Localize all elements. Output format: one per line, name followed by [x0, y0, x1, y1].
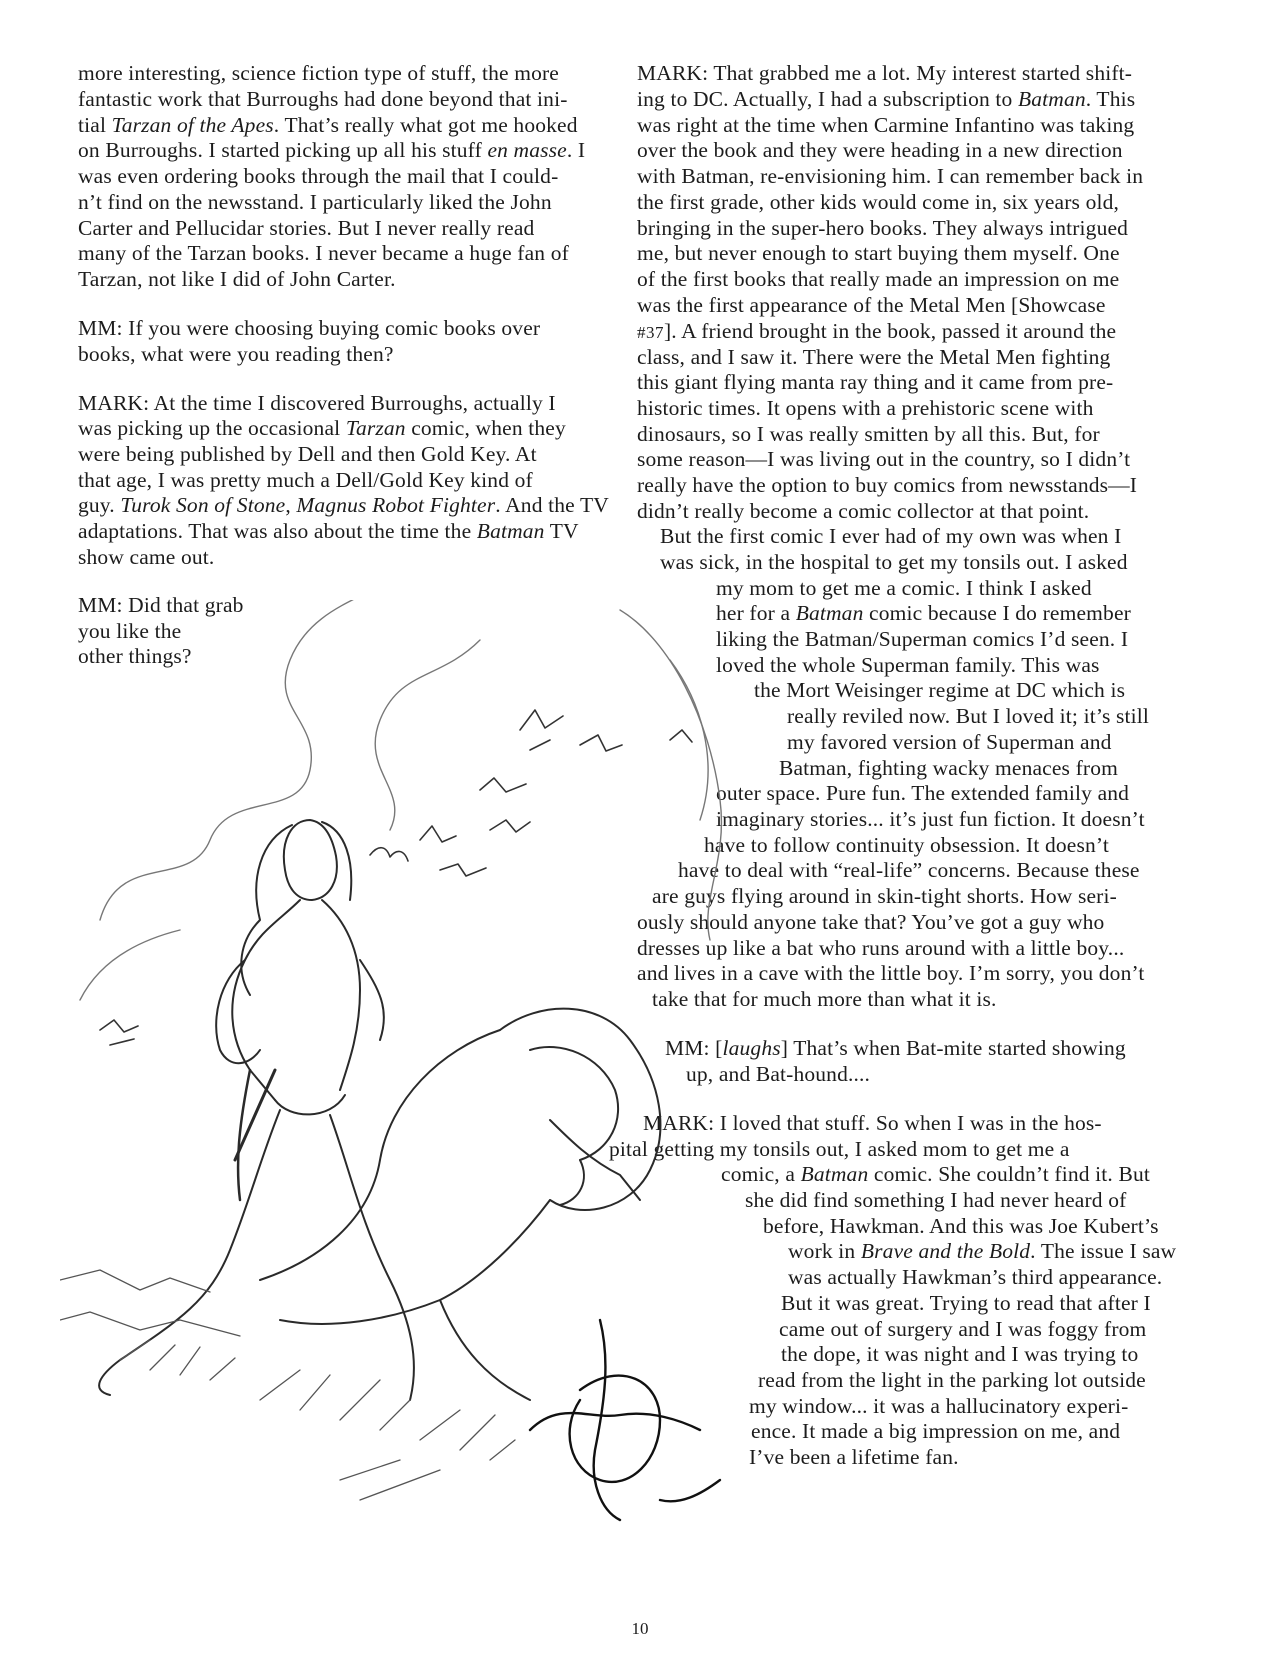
lion: [260, 1009, 660, 1400]
italic-title-text: Brave and the Bold: [860, 1239, 1031, 1263]
right-text-line: [788, 1238, 1176, 1264]
body-text: tial: [78, 113, 112, 137]
artist-signature: [530, 1320, 720, 1520]
right-text-line: [745, 1187, 1126, 1213]
body-text: my mom to get me a comic. I think I asked: [716, 576, 1092, 600]
left-text-line: [78, 137, 585, 163]
body-text: ,: [285, 493, 297, 517]
body-text: more interesting, science fiction type of stuff, the more: [78, 61, 560, 85]
smoke-swirls: [80, 600, 721, 1000]
italic-title-text: en masse: [487, 138, 567, 162]
left-text-line: [78, 518, 579, 544]
body-text: But it was great. Trying to read that after I: [781, 1291, 1151, 1315]
left-text-line: [78, 112, 578, 138]
right-text-line: [637, 112, 1134, 138]
left-text-line: [78, 163, 558, 189]
right-text-line: [779, 755, 1118, 781]
body-text: have to deal with “real-life” concerns. Because these: [678, 858, 1140, 882]
right-text-line: [637, 446, 1130, 472]
body-text: MARK: At the time I discovered Burroughs, actually I: [78, 391, 556, 415]
body-text: my window... it was a hallucinatory experi-: [749, 1394, 1129, 1418]
body-text: ing to DC. Actually, I had a subscription to: [637, 87, 1018, 111]
right-text-line: [754, 677, 1125, 703]
right-text-line: [637, 472, 1137, 498]
right-text-line: [660, 523, 1121, 549]
body-text: I’ve been a lifetime fan.: [749, 1445, 959, 1469]
italic-title-text: Batman: [476, 519, 545, 543]
body-text: some reason—I was living out in the country, so I didn’t: [637, 447, 1131, 471]
left-text-line: [78, 467, 533, 493]
body-text: the Mort Weisinger regime at DC which is: [754, 678, 1126, 702]
body-text: . That’s really what got me hooked: [273, 113, 578, 137]
left-text-line: [78, 441, 537, 467]
body-text: was right at the time when Carmine Infantino was taking: [637, 113, 1135, 137]
body-text: comic, a: [721, 1162, 801, 1186]
body-text: was picking up the occasional: [78, 416, 346, 440]
body-text: #37: [637, 323, 664, 342]
right-text-line: [637, 86, 1135, 112]
left-text-line: [78, 189, 552, 215]
italic-title-text: Batman: [795, 601, 864, 625]
body-text: imaginary stories... it’s just fun fiction. It doesn’t: [716, 807, 1145, 831]
body-text: me, but never enough to start buying them myself. One: [637, 241, 1120, 265]
italic-title-text: Batman: [800, 1162, 869, 1186]
body-text: adaptations. That was also about the time the: [78, 519, 477, 543]
right-text-line: [637, 215, 1128, 241]
body-text: was actually Hawkman’s third appearance.: [788, 1265, 1163, 1289]
body-text: was even ordering books through the mail that I could-: [78, 164, 559, 188]
tarzan-lion-illustration: [60, 600, 780, 1610]
body-text: ously should anyone take that? You’ve got a guy who: [637, 910, 1105, 934]
body-text: take that for much more than what it is.: [652, 987, 997, 1011]
body-text: came out of surgery and I was foggy from: [779, 1317, 1147, 1341]
italic-title-text: Tarzan: [345, 416, 406, 440]
left-text-line: [78, 492, 609, 518]
right-text-line: [637, 137, 1123, 163]
right-text-line: [660, 549, 1128, 575]
body-text: really have the option to buy comics from newsstands—I: [637, 473, 1138, 497]
body-text: on Burroughs. I started picking up all his stuff: [78, 138, 488, 162]
grass-ground: [60, 1270, 515, 1500]
body-text: But the first comic I ever had of my own was when I: [660, 524, 1122, 548]
body-text: outer space. Pure fun. The extended family and: [716, 781, 1130, 805]
right-text-line: [721, 1161, 1150, 1187]
body-text: with Batman, re-envisioning him. I can remember back in: [637, 164, 1144, 188]
left-text-line: [78, 341, 394, 367]
right-text-line: [749, 1393, 1128, 1419]
body-text: other things?: [78, 644, 192, 668]
body-text: comic. She couldn’t find it. But: [868, 1162, 1150, 1186]
body-text: . The issue I saw: [1030, 1239, 1177, 1263]
left-text-line: [78, 544, 214, 570]
body-text: loved the whole Superman family. This was: [716, 653, 1100, 677]
body-text: ence. It made a big impression on me, and: [751, 1419, 1121, 1443]
body-text: work in: [788, 1239, 861, 1263]
body-text: she did find something I had never heard of: [745, 1188, 1127, 1212]
body-text: class, and I saw it. There were the Metal Men fighting: [637, 345, 1111, 369]
right-text-line: [788, 1264, 1162, 1290]
italic-title-text: laughs: [722, 1036, 781, 1060]
left-text-line: [78, 266, 396, 292]
body-text: ]. A friend brought in the book, passed it around the: [664, 319, 1117, 343]
body-text: MARK: I loved that stuff. So when I was in the hos-: [643, 1111, 1102, 1135]
body-text: the dope, it was night and I was trying to: [781, 1342, 1139, 1366]
body-text: pital getting my tonsils out, I asked mom to get me a: [609, 1137, 1070, 1161]
body-text: read from the light in the parking lot outside: [758, 1368, 1146, 1392]
body-text: are guys flying around in skin-tight shorts. How seri-: [652, 884, 1117, 908]
body-text: show came out.: [78, 545, 215, 569]
right-text-line: [637, 369, 1113, 395]
body-text: you like the: [78, 619, 182, 643]
body-text: many of the Tarzan books. I never became a huge fan of: [78, 241, 569, 265]
right-text-line: [637, 344, 1110, 370]
body-text: fantastic work that Burroughs had done beyond that ini-: [78, 87, 568, 111]
right-text-line: [637, 318, 1116, 346]
left-text-line: [78, 415, 566, 441]
right-text-line: [637, 60, 1132, 86]
right-text-line: [781, 1290, 1151, 1316]
right-text-line: [637, 395, 1094, 421]
body-text: my favored version of Superman and: [787, 730, 1112, 754]
italic-title-text: Turok Son of Stone: [120, 493, 286, 517]
body-text: that age, I was pretty much a Dell/Gold Key kind of: [78, 468, 533, 492]
body-text: dresses up like a bat who runs around with a little boy...: [637, 936, 1125, 960]
left-text-line: [78, 390, 556, 416]
right-text-line: [749, 1444, 959, 1470]
left-text-line: [78, 315, 540, 341]
right-text-line: [716, 575, 1092, 601]
left-text-line: [78, 60, 559, 86]
right-text-line: [787, 703, 1149, 729]
body-text: was sick, in the hospital to get my tonsils out. I asked: [660, 550, 1128, 574]
body-text: liking the Batman/Superman comics I’d seen. I: [716, 627, 1129, 651]
body-text: MARK: That grabbed me a lot. My interest started shift-: [637, 61, 1133, 85]
body-text: really reviled now. But I loved it; it’s still: [787, 704, 1149, 728]
body-text: before, Hawkman. And this was Joe Kubert’s: [763, 1214, 1159, 1238]
right-text-line: [637, 189, 1119, 215]
italic-title-text: Magnus Robot Fighter: [296, 493, 496, 517]
body-text: the first grade, other kids would come in, six years old,: [637, 190, 1120, 214]
body-text: guy.: [78, 493, 121, 517]
right-text-line: [781, 1341, 1138, 1367]
left-text-line: [78, 215, 534, 241]
italic-title-text: Batman: [1017, 87, 1086, 111]
body-text: ] That’s when Bat-mite started showing: [780, 1036, 1126, 1060]
body-text: were being published by Dell and then Gold Key. At: [78, 442, 537, 466]
left-text-line: [78, 86, 568, 112]
right-text-line: [637, 266, 1119, 292]
body-text: didn’t really become a comic collector at that point.: [637, 499, 1090, 523]
right-text-line: [779, 1316, 1146, 1342]
body-text: . This: [1085, 87, 1136, 111]
body-text: TV: [544, 519, 579, 543]
body-text: . I: [566, 138, 586, 162]
body-text: of the first books that really made an impression on me: [637, 267, 1120, 291]
body-text: Batman, fighting wacky menaces from: [779, 756, 1118, 780]
body-text: have to follow continuity obsession. It doesn’t: [704, 833, 1109, 857]
right-text-line: [763, 1213, 1159, 1239]
body-text: comic because I do remember: [863, 601, 1131, 625]
body-text: was the first appearance of the Metal Men [Showcase: [637, 293, 1106, 317]
italic-title-text: Tarzan of the Apes: [111, 113, 274, 137]
body-text: up, and Bat-hound....: [686, 1062, 871, 1086]
body-text: MM: [: [665, 1036, 723, 1060]
right-text-line: [637, 163, 1143, 189]
body-text: dinosaurs, so I was really smitten by all this. But, for: [637, 422, 1100, 446]
tarzan-figure: [99, 820, 414, 1400]
page-number: 10: [631, 1619, 649, 1638]
body-text: Tarzan, not like I did of John Carter.: [78, 267, 396, 291]
body-text: historic times. It opens with a prehistoric scene with: [637, 396, 1094, 420]
body-text: n’t find on the newsstand. I particularly liked the John: [78, 190, 552, 214]
body-text: MM: Did that grab: [78, 593, 244, 617]
right-text-line: [751, 1418, 1120, 1444]
right-text-line: [637, 421, 1100, 447]
right-text-line: [758, 1367, 1146, 1393]
right-text-line: [637, 498, 1089, 524]
body-text: over the book and they were heading in a new direction: [637, 138, 1123, 162]
body-text: comic, when they: [405, 416, 566, 440]
body-text: and lives in a cave with the little boy. I’m sorry, you don’t: [637, 961, 1145, 985]
flying-birds: [100, 710, 692, 1045]
body-text: this giant flying manta ray thing and it came from pre-: [637, 370, 1114, 394]
body-text: MM: If you were choosing buying comic books over: [78, 316, 541, 340]
left-text-line: [78, 240, 569, 266]
body-text: . And the TV: [495, 493, 609, 517]
right-text-line: [637, 292, 1106, 318]
right-text-line: [716, 806, 1145, 832]
body-text: Carter and Pellucidar stories. But I never really read: [78, 216, 535, 240]
body-text: her for a: [716, 601, 796, 625]
right-text-line: [637, 240, 1120, 266]
body-text: books, what were you reading then?: [78, 342, 394, 366]
body-text: bringing in the super-hero books. They always intrigued: [637, 216, 1129, 240]
right-text-line: [787, 729, 1112, 755]
